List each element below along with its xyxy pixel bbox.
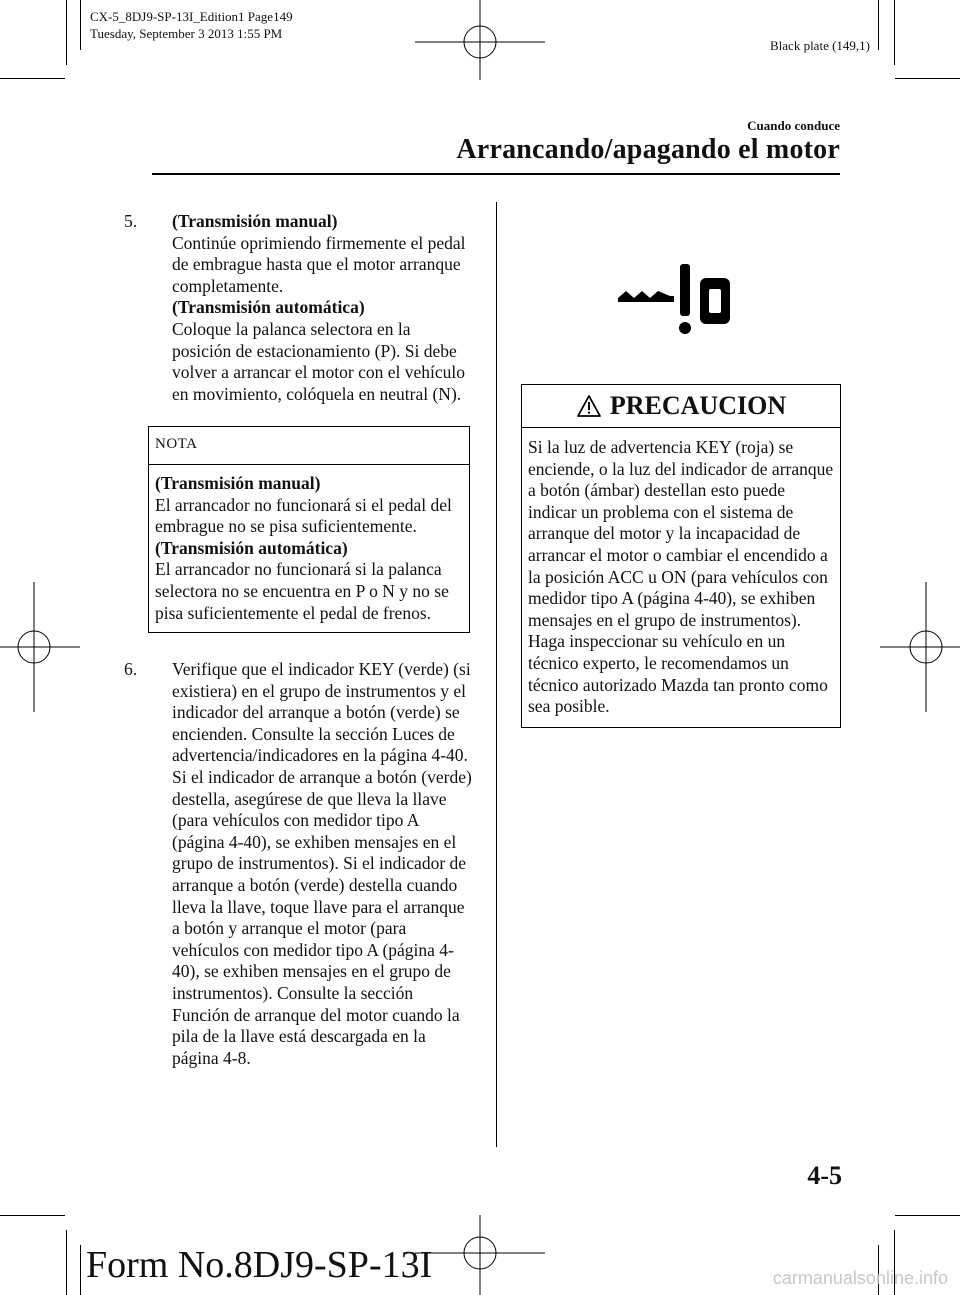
section-label: Cuando conduce (747, 118, 840, 133)
note-auto-heading: (Transmisión automática) (155, 537, 348, 558)
step-5-manual-text: Continúe oprimiendo firmemente el pedal de embrague hasta que el motor arranque completamente. (172, 232, 466, 296)
print-meta-line1: CX-5_8DJ9-SP-13I_Edition1 Page149 (90, 9, 293, 24)
title-rule (152, 173, 840, 175)
page-title: Arrancando/apagando el motor (456, 134, 840, 165)
plate-label: Black plate (149,1) (770, 38, 870, 53)
step-5-auto-heading: (Transmisión automática) (172, 297, 365, 318)
left-column (124, 211, 474, 1069)
print-meta-line2: Tuesday, September 3 2013 1:55 PM (90, 26, 283, 41)
registration-mark-right (880, 582, 960, 712)
print-metadata (90, 8, 293, 42)
watermark: carmanualsonline.info (772, 1268, 948, 1288)
key-warning-icon (614, 262, 734, 336)
step-5 (124, 211, 474, 405)
note-manual-heading: (Transmisión manual) (155, 472, 321, 493)
step-6-text: Verifique que el indicador KEY (verde) (si existiera) en el grupo de instrumentos y el indicador del arranque a botón (verde) se encienden. Consulte la sección Luces de advertencia/indicadores en la página 4-40. Si el indicador de arranque a botón (verde) destella, asegúrese de que lleva la llave (para vehículos con medidor tipo A (página 4-40), se exhiben mensajes en el grupo de instrumentos). Si el indicador de arranque a botón (verde) destella cuando lleva la llave, toque llave para el arranque a botón y arranque el motor (para vehículos con medidor tipo A (página 4-40), se exhiben mensajes en el grupo de instrumentos). Consulte la sección Función de arranque del motor cuando la pila de la llave está descargada en la página 4-8. (172, 659, 472, 1068)
form-number: Form No.8DJ9-SP-13I (86, 1244, 433, 1286)
step-6-number: 6. (124, 659, 138, 680)
page-number: 4-5 (807, 1161, 842, 1190)
column-divider (496, 202, 497, 1147)
warning-triangle-icon (576, 394, 602, 418)
note-body (149, 465, 469, 632)
note-box (148, 426, 470, 633)
caution-box (521, 384, 841, 728)
step-6 (124, 659, 474, 1069)
caution-title: PRECAUCION (609, 391, 787, 420)
registration-mark-left (0, 582, 80, 712)
caution-header (522, 385, 840, 428)
step-5-number: 5. (124, 211, 138, 231)
registration-mark-top (415, 0, 545, 80)
note-auto-text: El arrancador no funcionará si la palanca selectora no se encuentra en P o N y no se pisa suficientemente el pedal de frenos. (155, 559, 449, 623)
step-5-manual-heading: (Transmisión manual) (172, 211, 338, 231)
registration-mark-bottom (415, 1215, 545, 1295)
note-heading: NOTA (149, 427, 469, 465)
caution-text: Si la luz de advertencia KEY (roja) se enciende, o la luz del indicador de arranque a botón (ámbar) destellan esto puede indicar un problema con el sistema de arranque del motor y la incapacidad de arrancar el motor o cambiar el encendido a la posición ACC u ON (para vehículos con medidor tipo A (página 4-40), se exhiben mensajes en el grupo de instrumentos). Haga inspeccionar su vehículo en un técnico experto, le recomendamos un técnico autorizado Mazda tan pronto como sea posible. (528, 437, 834, 717)
note-manual-text: El arrancador no funcionará si el pedal del embrague no se pisa suficientemente. (155, 494, 452, 537)
step-5-auto-text: Coloque la palanca selectora en la posición de estacionamiento (P). Si debe volver a arrancar el motor con el vehículo en movimiento, colóquela en neutral (N). (172, 318, 465, 404)
